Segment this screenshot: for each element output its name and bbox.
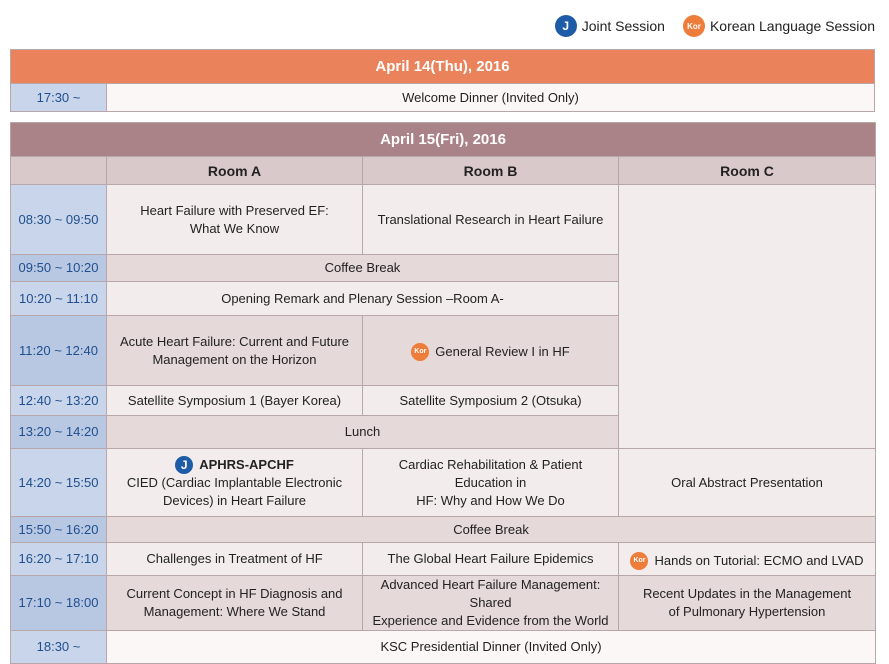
session-line: Management: Where We Stand bbox=[143, 604, 326, 619]
time-cell: 16:20 ~ 17:10 bbox=[11, 543, 107, 576]
time-cell: 08:30 ~ 09:50 bbox=[11, 185, 107, 255]
legend-joint-label: Joint Session bbox=[581, 18, 665, 34]
day1-header: April 14(Thu), 2016 bbox=[11, 50, 875, 84]
korean-session-icon: Kor bbox=[630, 552, 648, 570]
session-hands-on bbox=[619, 543, 876, 576]
room-a-header: Room A bbox=[107, 157, 363, 185]
day2-header: April 15(Fri), 2016 bbox=[11, 123, 876, 157]
session-general-review bbox=[363, 316, 619, 386]
lunch: Lunch bbox=[107, 416, 619, 449]
joint-session-icon: J bbox=[175, 456, 193, 474]
presidential-dinner: KSC Presidential Dinner (Invited Only) bbox=[107, 631, 876, 664]
room-b-header: Room B bbox=[363, 157, 619, 185]
satellite-symposium-1: Satellite Symposium 1 (Bayer Korea) bbox=[107, 386, 363, 416]
session-challenges: Challenges in Treatment of HF bbox=[107, 543, 363, 576]
day2-table bbox=[10, 122, 876, 664]
session-title: General Review I in HF bbox=[435, 344, 570, 359]
room-c-header: Room C bbox=[619, 157, 876, 185]
session-line: Cardiac Rehabilitation & Patient Education in bbox=[398, 456, 583, 490]
session-oral-abstract: Oral Abstract Presentation bbox=[619, 449, 876, 517]
session-current-concept bbox=[107, 576, 363, 631]
korean-session-icon: Kor bbox=[411, 343, 429, 361]
session-line: Management on the Horizon bbox=[152, 351, 317, 367]
session-line: Current Concept in HF Diagnosis and bbox=[126, 586, 343, 601]
satellite-symposium-2: Satellite Symposium 2 (Otsuka) bbox=[363, 386, 619, 416]
corner-cell bbox=[11, 157, 107, 185]
joint-session-icon: J bbox=[555, 15, 577, 37]
legend-korean bbox=[683, 15, 875, 37]
session-translational: Translational Research in Heart Failure bbox=[363, 185, 619, 255]
session-hfpef bbox=[107, 185, 363, 255]
session-line: Experience and Evidence from the World bbox=[372, 613, 609, 628]
time-cell: 14:20 ~ 15:50 bbox=[11, 449, 107, 517]
session-cied bbox=[107, 449, 363, 517]
korean-session-icon: Kor bbox=[683, 15, 705, 37]
session-line: Heart Failure with Preserved EF: bbox=[140, 202, 329, 218]
welcome-dinner: Welcome Dinner (Invited Only) bbox=[107, 84, 875, 112]
time-cell: 11:20 ~ 12:40 bbox=[11, 316, 107, 386]
session-cardiac-rehab bbox=[363, 449, 619, 517]
room-c-empty bbox=[619, 185, 876, 449]
day1-table bbox=[10, 49, 875, 112]
session-line: of Pulmonary Hypertension bbox=[668, 604, 826, 619]
time-cell: 15:50 ~ 16:20 bbox=[11, 517, 107, 543]
coffee-break: Coffee Break bbox=[107, 255, 619, 282]
time-cell: 10:20 ~ 11:10 bbox=[11, 282, 107, 316]
session-pulmonary-htn bbox=[619, 576, 876, 631]
session-line: Advanced Heart Failure Management: Shared bbox=[380, 577, 601, 610]
session-title: APHRS-APCHF bbox=[199, 456, 294, 472]
session-global-epidemics: The Global Heart Failure Epidemics bbox=[363, 543, 619, 576]
session-line: CIED (Cardiac Implantable Electronic bbox=[126, 474, 343, 490]
session-line: Acute Heart Failure: Current and Future bbox=[119, 333, 350, 349]
time-cell: 18:30 ~ bbox=[11, 631, 107, 664]
time-cell: 09:50 ~ 10:20 bbox=[11, 255, 107, 282]
time-cell: 17:30 ~ bbox=[11, 84, 107, 112]
time-cell: 13:20 ~ 14:20 bbox=[11, 416, 107, 449]
opening-plenary: Opening Remark and Plenary Session –Room A- bbox=[107, 282, 619, 316]
legend-korean-label: Korean Language Session bbox=[709, 18, 875, 34]
session-line: Recent Updates in the Management bbox=[642, 586, 852, 601]
session-acute-hf bbox=[107, 316, 363, 386]
session-line: HF: Why and How We Do bbox=[416, 492, 565, 508]
legend-joint bbox=[555, 15, 665, 37]
time-cell: 17:10 ~ 18:00 bbox=[11, 576, 107, 631]
coffee-break: Coffee Break bbox=[107, 517, 876, 543]
session-advanced-hf bbox=[363, 576, 619, 631]
time-cell: 12:40 ~ 13:20 bbox=[11, 386, 107, 416]
session-title: Hands on Tutorial: ECMO and LVAD bbox=[654, 552, 864, 568]
session-line: Devices) in Heart Failure bbox=[162, 492, 307, 508]
legend bbox=[555, 13, 875, 39]
session-line: What We Know bbox=[189, 220, 280, 236]
